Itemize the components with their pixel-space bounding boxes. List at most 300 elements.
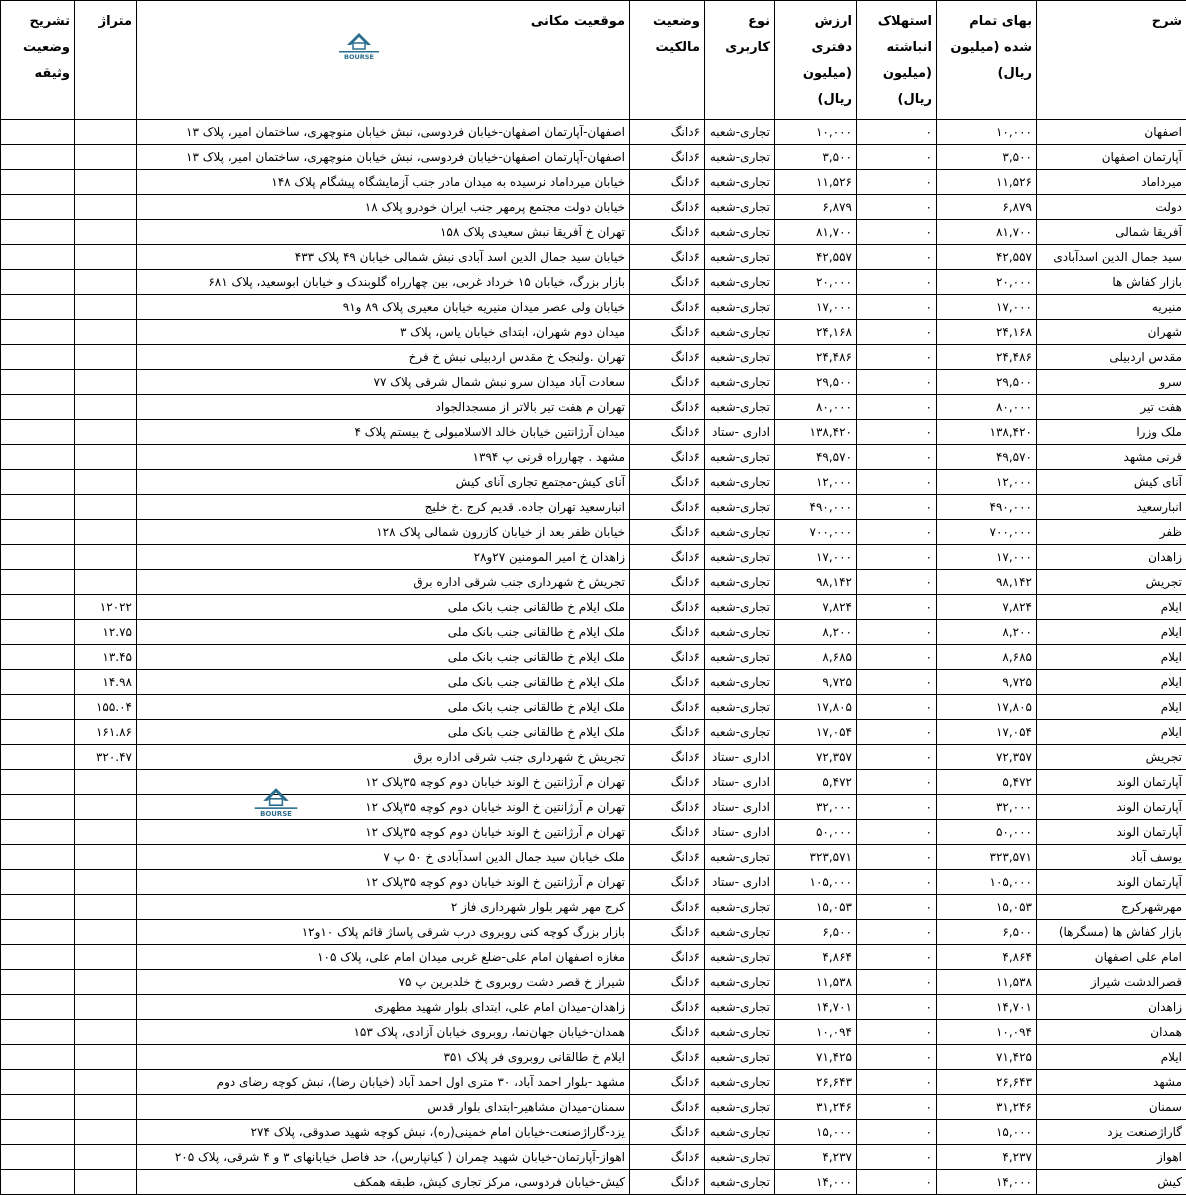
cell-description: آنای کیش: [1037, 470, 1186, 495]
cell-area: [75, 1120, 137, 1145]
cell-book-value: ۴,۸۶۴: [775, 945, 857, 970]
cell-description: سمنان: [1037, 1095, 1186, 1120]
cell-ownership: ۶دانگ: [630, 845, 705, 870]
cell-depreciation: ۰: [857, 720, 937, 745]
cell-area: [75, 845, 137, 870]
cell-collateral: [1, 720, 75, 745]
cell-ownership: ۶دانگ: [630, 145, 705, 170]
cell-description: ایلام: [1037, 620, 1186, 645]
cell-usage-type: تجاری-شعبه: [705, 695, 775, 720]
cell-book-value: ۳۲۳,۵۷۱: [775, 845, 857, 870]
cell-ownership: ۶دانگ: [630, 370, 705, 395]
cell-cost: ۸,۲۰۰: [937, 620, 1037, 645]
cell-usage-type: تجاری-شعبه: [705, 545, 775, 570]
cell-description: تجریش: [1037, 570, 1186, 595]
cell-description: شهران: [1037, 320, 1186, 345]
table-row: [1, 1120, 1186, 1145]
cell-location: ملک ایلام خ طالقانی جنب بانک ملی: [137, 670, 630, 695]
cell-area: [75, 445, 137, 470]
cell-book-value: ۷۱,۴۲۵: [775, 1045, 857, 1070]
cell-depreciation: ۰: [857, 795, 937, 820]
cell-area: [75, 120, 137, 145]
table-row: [1, 170, 1186, 195]
cell-ownership: ۶دانگ: [630, 295, 705, 320]
cell-location: تجریش خ شهرداری جنب شرقی اداره برق: [137, 570, 630, 595]
cell-area: [75, 145, 137, 170]
cell-ownership: ۶دانگ: [630, 745, 705, 770]
table-row: [1, 395, 1186, 420]
cell-collateral: [1, 295, 75, 320]
cell-area: ۱۴.۹۸: [75, 670, 137, 695]
cell-area: [75, 920, 137, 945]
cell-depreciation: ۰: [857, 845, 937, 870]
cell-area: [75, 520, 137, 545]
cell-book-value: ۴۹,۵۷۰: [775, 445, 857, 470]
cell-usage-type: تجاری-شعبه: [705, 1120, 775, 1145]
cell-usage-type: تجاری-شعبه: [705, 670, 775, 695]
cell-location: ملک ایلام خ طالقانی جنب بانک ملی: [137, 695, 630, 720]
cell-description: زاهدان: [1037, 995, 1186, 1020]
cell-area: [75, 470, 137, 495]
cell-location: ملک ایلام خ طالقانی جنب بانک ملی: [137, 595, 630, 620]
cell-description: بازار کفاش ها (مسگرها): [1037, 920, 1186, 945]
cell-collateral: [1, 945, 75, 970]
cell-depreciation: ۰: [857, 570, 937, 595]
cell-cost: ۱۵,۰۵۳: [937, 895, 1037, 920]
cell-collateral: [1, 645, 75, 670]
cell-depreciation: ۰: [857, 820, 937, 845]
cell-description: آپارتمان اصفهان: [1037, 145, 1186, 170]
cell-area: ۱۲.۷۵: [75, 620, 137, 645]
cell-depreciation: ۰: [857, 495, 937, 520]
cell-usage-type: تجاری-شعبه: [705, 370, 775, 395]
cell-cost: ۱۱,۵۲۶: [937, 170, 1037, 195]
cell-usage-type: تجاری-شعبه: [705, 945, 775, 970]
cell-ownership: ۶دانگ: [630, 1120, 705, 1145]
cell-location: شیراز خ قصر دشت روبروی خ خلدبرین پ ۷۵: [137, 970, 630, 995]
cell-cost: ۶,۸۷۹: [937, 195, 1037, 220]
cell-description: اصفهان: [1037, 120, 1186, 145]
cell-area: [75, 970, 137, 995]
cell-usage-type: تجاری-شعبه: [705, 470, 775, 495]
cell-book-value: ۱۴,۰۰۰: [775, 1170, 857, 1195]
cell-collateral: [1, 120, 75, 145]
cell-ownership: ۶دانگ: [630, 570, 705, 595]
cell-usage-type: تجاری-شعبه: [705, 1095, 775, 1120]
cell-description: ایلام: [1037, 645, 1186, 670]
cell-description: مشهد: [1037, 1070, 1186, 1095]
cell-cost: ۷۰۰,۰۰۰: [937, 520, 1037, 545]
cell-collateral: [1, 545, 75, 570]
cell-usage-type: تجاری-شعبه: [705, 920, 775, 945]
cell-area: ۱۲۰۲۲: [75, 595, 137, 620]
cell-collateral: [1, 245, 75, 270]
cell-description: هفت تیر: [1037, 395, 1186, 420]
cell-cost: ۲۴,۱۶۸: [937, 320, 1037, 345]
cell-description: ایلام: [1037, 1045, 1186, 1070]
table-row: [1, 520, 1186, 545]
cell-usage-type: تجاری-شعبه: [705, 220, 775, 245]
cell-area: [75, 1070, 137, 1095]
cell-cost: ۲۰,۰۰۰: [937, 270, 1037, 295]
cell-collateral: [1, 770, 75, 795]
cell-description: آپارتمان الوند: [1037, 795, 1186, 820]
table-row: [1, 120, 1186, 145]
cell-cost: ۲۹,۵۰۰: [937, 370, 1037, 395]
cell-book-value: ۳۲,۰۰۰: [775, 795, 857, 820]
cell-collateral: [1, 170, 75, 195]
cell-description: سرو: [1037, 370, 1186, 395]
header-ownership: وضعیت مالکیت: [630, 1, 705, 120]
cell-ownership: ۶دانگ: [630, 1020, 705, 1045]
cell-location: زاهدان خ امیر المومنین ۲۷و۲۸: [137, 545, 630, 570]
table-row: [1, 995, 1186, 1020]
table-row: [1, 870, 1186, 895]
cell-area: [75, 795, 137, 820]
cell-description: منیریه: [1037, 295, 1186, 320]
cell-description: ملک وزرا: [1037, 420, 1186, 445]
cell-book-value: ۱۱,۵۳۸: [775, 970, 857, 995]
cell-usage-type: تجاری-شعبه: [705, 970, 775, 995]
cell-ownership: ۶دانگ: [630, 470, 705, 495]
cell-description: آفریقا شمالی: [1037, 220, 1186, 245]
cell-book-value: ۶,۸۷۹: [775, 195, 857, 220]
header-location-label: موقعیت مکانی: [531, 14, 625, 29]
cell-location: میدان آرژانتین خیابان خالد الاسلامبولی خ بیستم پلاک ۴: [137, 420, 630, 445]
cell-cost: ۴۹,۵۷۰: [937, 445, 1037, 470]
cell-cost: ۱۷,۰۰۰: [937, 295, 1037, 320]
bourse-watermark-logo: [252, 786, 300, 823]
cell-depreciation: ۰: [857, 195, 937, 220]
cell-book-value: ۵,۴۷۲: [775, 770, 857, 795]
cell-collateral: [1, 620, 75, 645]
bourse-logo-icon: [337, 31, 381, 61]
cell-description: قرنی مشهد: [1037, 445, 1186, 470]
cell-book-value: ۸,۲۰۰: [775, 620, 857, 645]
cell-cost: ۸۰,۰۰۰: [937, 395, 1037, 420]
cell-depreciation: ۰: [857, 420, 937, 445]
cell-collateral: [1, 370, 75, 395]
cell-usage-type: تجاری-شعبه: [705, 395, 775, 420]
cell-usage-type: تجاری-شعبه: [705, 1045, 775, 1070]
cell-area: [75, 1145, 137, 1170]
cell-usage-type: تجاری-شعبه: [705, 195, 775, 220]
cell-depreciation: ۰: [857, 345, 937, 370]
table-row: [1, 770, 1186, 795]
table-row: [1, 270, 1186, 295]
cell-ownership: ۶دانگ: [630, 1070, 705, 1095]
table-row: [1, 695, 1186, 720]
cell-location: سمنان-میدان مشاهیر-ابتدای بلوار قدس: [137, 1095, 630, 1120]
cell-area: [75, 1095, 137, 1120]
cell-usage-type: اداری -ستاد: [705, 870, 775, 895]
cell-area: [75, 895, 137, 920]
cell-depreciation: ۰: [857, 1120, 937, 1145]
table-row: [1, 1095, 1186, 1120]
cell-usage-type: تجاری-شعبه: [705, 995, 775, 1020]
cell-cost: ۱۰,۰۰۰: [937, 120, 1037, 145]
cell-description: مهرشهرکرج: [1037, 895, 1186, 920]
table-row: [1, 245, 1186, 270]
cell-ownership: ۶دانگ: [630, 820, 705, 845]
cell-collateral: [1, 1095, 75, 1120]
cell-description: ایلام: [1037, 595, 1186, 620]
table-row: [1, 495, 1186, 520]
cell-cost: ۷۱,۴۲۵: [937, 1045, 1037, 1070]
table-row: [1, 920, 1186, 945]
cell-collateral: [1, 395, 75, 420]
cell-usage-type: اداری -ستاد: [705, 795, 775, 820]
cell-book-value: ۱۷,۰۰۰: [775, 295, 857, 320]
cell-usage-type: تجاری-شعبه: [705, 895, 775, 920]
cell-location: همدان-خیابان جهان‌نما، روبروی خیابان آزادی، پلاک ۱۵۳: [137, 1020, 630, 1045]
cell-book-value: ۱۴,۷۰۱: [775, 995, 857, 1020]
cell-collateral: [1, 595, 75, 620]
cell-location: تهران م آرژانتین خ الوند خیابان دوم کوچه ۳۵پلاک ۱۲: [137, 820, 630, 845]
table-row: [1, 620, 1186, 645]
header-usage-type: نوع کاربری: [705, 1, 775, 120]
cell-book-value: ۱۰۵,۰۰۰: [775, 870, 857, 895]
cell-usage-type: تجاری-شعبه: [705, 145, 775, 170]
cell-book-value: ۱۰,۰۹۴: [775, 1020, 857, 1045]
cell-location: مشهد . چهارراه قرنی پ ۱۳۹۴: [137, 445, 630, 470]
table-row: [1, 145, 1186, 170]
cell-area: ۱۶۱.۸۶: [75, 720, 137, 745]
cell-description: دولت: [1037, 195, 1186, 220]
cell-location: یزد-گاراژصنعت-خیابان امام خمینی(ره)، نبش کوچه شهید صدوقی، پلاک ۲۷۴: [137, 1120, 630, 1145]
cell-collateral: [1, 920, 75, 945]
cell-depreciation: ۰: [857, 245, 937, 270]
cell-area: [75, 1020, 137, 1045]
cell-collateral: [1, 520, 75, 545]
table-row: [1, 970, 1186, 995]
cell-location: ملک ایلام خ طالقانی جنب بانک ملی: [137, 620, 630, 645]
cell-area: [75, 870, 137, 895]
cell-location: خیابان سید جمال الدین اسد آبادی نبش شمالی خیابان ۴۹ پلاک ۴۳۳: [137, 245, 630, 270]
cell-cost: ۵۰,۰۰۰: [937, 820, 1037, 845]
cell-depreciation: ۰: [857, 870, 937, 895]
table-row: [1, 345, 1186, 370]
cell-area: [75, 170, 137, 195]
cell-collateral: [1, 1170, 75, 1195]
cell-location: ایلام خ طالقانی روبروی فر پلاک ۳۵۱: [137, 1045, 630, 1070]
cell-collateral: [1, 745, 75, 770]
cell-book-value: ۳۱,۲۴۶: [775, 1095, 857, 1120]
cell-area: [75, 770, 137, 795]
cell-area: [75, 320, 137, 345]
cell-cost: ۳۲۳,۵۷۱: [937, 845, 1037, 870]
cell-collateral: [1, 220, 75, 245]
cell-description: ایلام: [1037, 670, 1186, 695]
cell-cost: ۴,۸۶۴: [937, 945, 1037, 970]
cell-location: تجریش خ شهرداری جنب شرقی اداره برق: [137, 745, 630, 770]
cell-area: [75, 270, 137, 295]
cell-collateral: [1, 345, 75, 370]
cell-depreciation: ۰: [857, 920, 937, 945]
cell-collateral: [1, 570, 75, 595]
cell-location: سعادت آباد میدان سرو نبش شمال شرقی پلاک ۷۷: [137, 370, 630, 395]
cell-depreciation: ۰: [857, 695, 937, 720]
cell-usage-type: تجاری-شعبه: [705, 1145, 775, 1170]
cell-cost: ۹۸,۱۴۲: [937, 570, 1037, 595]
cell-ownership: ۶دانگ: [630, 620, 705, 645]
cell-location: کیش-خیابان فردوسی، مرکز تجاری کیش، طبقه همکف: [137, 1170, 630, 1195]
cell-area: [75, 370, 137, 395]
cell-usage-type: تجاری-شعبه: [705, 445, 775, 470]
cell-ownership: ۶دانگ: [630, 670, 705, 695]
cell-book-value: ۲۴,۴۸۶: [775, 345, 857, 370]
cell-depreciation: ۰: [857, 320, 937, 345]
cell-area: [75, 545, 137, 570]
cell-book-value: ۹,۷۲۵: [775, 670, 857, 695]
header-depreciation: استهلاک انباشته (میلیون ریال): [857, 1, 937, 120]
cell-ownership: ۶دانگ: [630, 695, 705, 720]
cell-area: [75, 395, 137, 420]
table-row: [1, 295, 1186, 320]
cell-cost: ۱۴,۰۰۰: [937, 1170, 1037, 1195]
cell-description: ایلام: [1037, 720, 1186, 745]
cell-book-value: ۱۱,۵۲۶: [775, 170, 857, 195]
cell-ownership: ۶دانگ: [630, 495, 705, 520]
cell-area: [75, 1170, 137, 1195]
cell-depreciation: ۰: [857, 1045, 937, 1070]
cell-ownership: ۶دانگ: [630, 895, 705, 920]
cell-cost: ۹,۷۲۵: [937, 670, 1037, 695]
cell-cost: ۶,۵۰۰: [937, 920, 1037, 945]
cell-ownership: ۶دانگ: [630, 995, 705, 1020]
cell-depreciation: ۰: [857, 595, 937, 620]
cell-ownership: ۶دانگ: [630, 1145, 705, 1170]
cell-depreciation: ۰: [857, 1170, 937, 1195]
cell-cost: ۱۰۵,۰۰۰: [937, 870, 1037, 895]
cell-cost: ۱۷,۰۵۴: [937, 720, 1037, 745]
cell-depreciation: ۰: [857, 395, 937, 420]
cell-book-value: ۶,۵۰۰: [775, 920, 857, 945]
cell-location: خیابان ظفر بعد از خیابان کازرون شمالی پلاک ۱۲۸: [137, 520, 630, 545]
cell-depreciation: ۰: [857, 520, 937, 545]
cell-area: ۱۳.۴۵: [75, 645, 137, 670]
cell-cost: ۸,۶۸۵: [937, 645, 1037, 670]
cell-depreciation: ۰: [857, 970, 937, 995]
cell-description: زاهدان: [1037, 545, 1186, 570]
cell-collateral: [1, 1070, 75, 1095]
cell-location: مشهد -بلوار احمد آباد، ۳۰ متری اول احمد آباد (خیابان رضا)، نبش کوچه رضای دوم: [137, 1070, 630, 1095]
cell-collateral: [1, 895, 75, 920]
table-row: [1, 670, 1186, 695]
table-row: [1, 895, 1186, 920]
cell-collateral: [1, 420, 75, 445]
cell-cost: ۱۳۸,۴۲۰: [937, 420, 1037, 445]
cell-collateral: [1, 970, 75, 995]
cell-description: یوسف آباد: [1037, 845, 1186, 870]
cell-cost: ۳,۵۰۰: [937, 145, 1037, 170]
cell-description: بازار کفاش ها: [1037, 270, 1186, 295]
table-row: [1, 570, 1186, 595]
cell-ownership: ۶دانگ: [630, 545, 705, 570]
cell-location: خیابان دولت مجتمع پرمهر جنب ایران خودرو پلاک ۱۸: [137, 195, 630, 220]
table-row: [1, 195, 1186, 220]
cell-book-value: ۲۴,۱۶۸: [775, 320, 857, 345]
cell-usage-type: تجاری-شعبه: [705, 845, 775, 870]
cell-area: [75, 495, 137, 520]
table-row: [1, 720, 1186, 745]
cell-usage-type: تجاری-شعبه: [705, 495, 775, 520]
cell-ownership: ۶دانگ: [630, 970, 705, 995]
cell-usage-type: تجاری-شعبه: [705, 520, 775, 545]
cell-book-value: ۸۰,۰۰۰: [775, 395, 857, 420]
cell-book-value: ۷۰۰,۰۰۰: [775, 520, 857, 545]
cell-location: تهران م آرژانتین خ الوند خیابان دوم کوچه ۳۵پلاک ۱۲: [137, 870, 630, 895]
cell-usage-type: تجاری-شعبه: [705, 270, 775, 295]
cell-book-value: ۵۰,۰۰۰: [775, 820, 857, 845]
table-row: [1, 220, 1186, 245]
cell-book-value: ۸,۶۸۵: [775, 645, 857, 670]
cell-location: تهران م آرژانتین خ الوند خیابان دوم کوچه ۳۵پلاک ۱۲: [137, 795, 630, 820]
table-row: [1, 845, 1186, 870]
cell-collateral: [1, 145, 75, 170]
bourse-logo-text: BOURSE: [344, 53, 374, 61]
cell-book-value: ۹۸,۱۴۲: [775, 570, 857, 595]
cell-usage-type: تجاری-شعبه: [705, 570, 775, 595]
cell-cost: ۱۴,۷۰۱: [937, 995, 1037, 1020]
cell-usage-type: تجاری-شعبه: [705, 170, 775, 195]
cell-book-value: ۱۷,۰۰۰: [775, 545, 857, 570]
table-row: [1, 645, 1186, 670]
cell-book-value: ۲۹,۵۰۰: [775, 370, 857, 395]
cell-usage-type: تجاری-شعبه: [705, 620, 775, 645]
cell-description: آپارتمان الوند: [1037, 820, 1186, 845]
cell-cost: ۴,۲۳۷: [937, 1145, 1037, 1170]
cell-collateral: [1, 1145, 75, 1170]
cell-usage-type: تجاری-شعبه: [705, 345, 775, 370]
cell-ownership: ۶دانگ: [630, 720, 705, 745]
cell-depreciation: ۰: [857, 170, 937, 195]
cell-book-value: ۴,۲۳۷: [775, 1145, 857, 1170]
table-row: [1, 1170, 1186, 1195]
cell-area: ۳۲۰.۴۷: [75, 745, 137, 770]
cell-ownership: ۶دانگ: [630, 445, 705, 470]
cell-collateral: [1, 470, 75, 495]
cell-depreciation: ۰: [857, 220, 937, 245]
cell-cost: ۷۲,۳۵۷: [937, 745, 1037, 770]
cell-book-value: ۱۵,۰۰۰: [775, 1120, 857, 1145]
cell-depreciation: ۰: [857, 645, 937, 670]
cell-collateral: [1, 995, 75, 1020]
cell-description: کیش: [1037, 1170, 1186, 1195]
table-row: [1, 1045, 1186, 1070]
cell-depreciation: ۰: [857, 1070, 937, 1095]
cell-ownership: ۶دانگ: [630, 920, 705, 945]
table-row: [1, 370, 1186, 395]
cell-ownership: ۶دانگ: [630, 195, 705, 220]
cell-book-value: ۳,۵۰۰: [775, 145, 857, 170]
cell-location: آنای کیش-مجتمع تجاری آنای کیش: [137, 470, 630, 495]
cell-book-value: ۱۷,۰۵۴: [775, 720, 857, 745]
cell-ownership: ۶دانگ: [630, 1045, 705, 1070]
table-header-row: [1, 1, 1186, 120]
cell-description: آپارتمان الوند: [1037, 870, 1186, 895]
bourse-watermark-icon: [252, 786, 300, 818]
cell-ownership: ۶دانگ: [630, 645, 705, 670]
cell-area: ۱۵۵.۰۴: [75, 695, 137, 720]
cell-book-value: ۷۲,۳۵۷: [775, 745, 857, 770]
cell-area: [75, 945, 137, 970]
table-row: [1, 820, 1186, 845]
cell-location: تهران خ آفریقا نبش سعیدی پلاک ۱۵۸: [137, 220, 630, 245]
cell-cost: ۳۱,۲۴۶: [937, 1095, 1037, 1120]
cell-description: امام علی اصفهان: [1037, 945, 1186, 970]
cell-collateral: [1, 445, 75, 470]
